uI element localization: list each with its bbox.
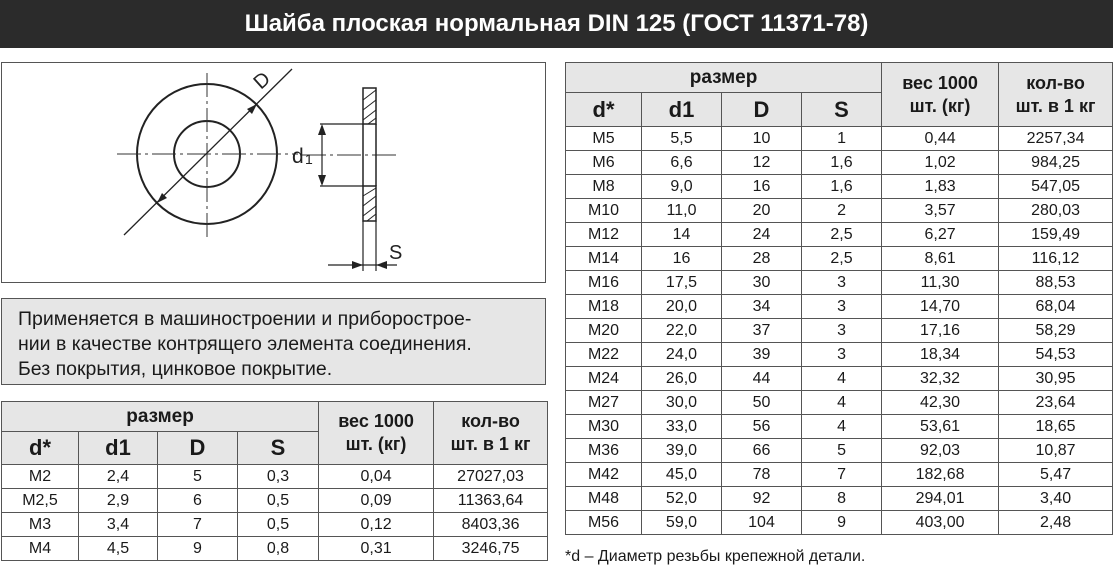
d1-label-sub: 1 [305, 151, 313, 167]
cell-d1: 59,0 [642, 511, 722, 535]
cell-d1: 33,0 [642, 415, 722, 439]
cell-d1: 24,0 [642, 343, 722, 367]
table-row [566, 271, 1113, 295]
table-row [566, 175, 1113, 199]
cell-count: 116,12 [999, 247, 1113, 271]
table-row [566, 223, 1113, 247]
cell-weight: 1,83 [882, 175, 999, 199]
cell-s: 3 [802, 343, 882, 367]
size-table-small-body [2, 465, 548, 561]
table-row [566, 199, 1113, 223]
cell-weight: 0,44 [882, 127, 999, 151]
header-weight-line1: вес 1000 [338, 411, 414, 431]
cell-count: 58,29 [999, 319, 1113, 343]
cell-s: 4 [802, 415, 882, 439]
header-s: S [238, 432, 319, 465]
cell-d: M8 [566, 175, 642, 199]
cell-weight: 182,68 [882, 463, 999, 487]
cell-count: 11363,64 [434, 489, 548, 513]
cell-d1: 2,4 [79, 465, 158, 489]
table-row [566, 367, 1113, 391]
table-row [566, 295, 1113, 319]
header-count-line1: кол-во [461, 411, 520, 431]
cell-D: 6 [158, 489, 238, 513]
cell-weight: 32,32 [882, 367, 999, 391]
cell-d: M3 [2, 513, 79, 537]
table-row [566, 391, 1113, 415]
cell-d1: 52,0 [642, 487, 722, 511]
title-text: Шайба плоская нормальная DIN 125 (ГОСТ 11371-78) [244, 10, 869, 37]
cell-d: M36 [566, 439, 642, 463]
cell-weight: 0,04 [319, 465, 434, 489]
header-count-line2: шт. в 1 кг [450, 434, 531, 454]
cell-D: 12 [722, 151, 802, 175]
table-row [566, 511, 1113, 535]
cell-s: 7 [802, 463, 882, 487]
cell-s: 1,6 [802, 175, 882, 199]
cell-s: 2 [802, 199, 882, 223]
size-table-large [565, 62, 1113, 535]
cell-d1: 9,0 [642, 175, 722, 199]
header-count-line1: кол-во [1026, 72, 1085, 93]
cell-D: 16 [722, 175, 802, 199]
description-line-2: нии в качестве контрящего элемента соединения. [18, 333, 472, 355]
cell-weight: 92,03 [882, 439, 999, 463]
table-row [566, 247, 1113, 271]
cell-d: M12 [566, 223, 642, 247]
cell-d: M2,5 [2, 489, 79, 513]
cell-s: 1,6 [802, 151, 882, 175]
cell-count: 3,40 [999, 487, 1113, 511]
description-box [1, 298, 546, 385]
header-d1: d1 [79, 432, 158, 465]
cell-D: 37 [722, 319, 802, 343]
cell-s: 3 [802, 295, 882, 319]
cell-weight: 1,02 [882, 151, 999, 175]
cell-d1: 20,0 [642, 295, 722, 319]
cell-d1: 45,0 [642, 463, 722, 487]
cell-count: 27027,03 [434, 465, 548, 489]
cell-d: M2 [2, 465, 79, 489]
header-size-group: размер [566, 63, 882, 93]
cell-s: 2,5 [802, 223, 882, 247]
table-row [566, 415, 1113, 439]
cell-d: M5 [566, 127, 642, 151]
cell-count: 2,48 [999, 511, 1113, 535]
cell-d: M20 [566, 319, 642, 343]
cell-s: 0,3 [238, 465, 319, 489]
cell-D: 20 [722, 199, 802, 223]
cell-D: 7 [158, 513, 238, 537]
cell-D: 78 [722, 463, 802, 487]
cell-count: 280,03 [999, 199, 1113, 223]
cell-d1: 6,6 [642, 151, 722, 175]
cell-weight: 0,31 [319, 537, 434, 561]
cell-d: M27 [566, 391, 642, 415]
header-count [434, 402, 548, 465]
cell-d: M48 [566, 487, 642, 511]
cell-count: 68,04 [999, 295, 1113, 319]
cell-count: 54,53 [999, 343, 1113, 367]
cell-count: 5,47 [999, 463, 1113, 487]
cell-s: 8 [802, 487, 882, 511]
header-weight [319, 402, 434, 465]
cell-s: 5 [802, 439, 882, 463]
cell-s: 0,8 [238, 537, 319, 561]
washer-drawing [1, 62, 546, 283]
cell-weight: 0,12 [319, 513, 434, 537]
cell-count: 159,49 [999, 223, 1113, 247]
cell-weight: 42,30 [882, 391, 999, 415]
cell-D: 66 [722, 439, 802, 463]
washer-drawing-svg [2, 63, 545, 282]
description-line-1: Применяется в машиностроении и приборострое- [18, 308, 472, 330]
cell-s: 3 [802, 271, 882, 295]
cell-count: 88,53 [999, 271, 1113, 295]
cell-s: 9 [802, 511, 882, 535]
table-row [566, 151, 1113, 175]
cell-D: 34 [722, 295, 802, 319]
cell-s: 1 [802, 127, 882, 151]
s-label: S [389, 242, 403, 264]
cell-weight: 3,57 [882, 199, 999, 223]
cell-d1: 4,5 [79, 537, 158, 561]
cell-D: 44 [722, 367, 802, 391]
d1-arrow-bottom [318, 175, 326, 186]
header-size-group: размер [2, 402, 319, 432]
description-line-3: Без покрытия, цинковое покрытие. [18, 358, 333, 380]
cell-D: 50 [722, 391, 802, 415]
diameter-leader-line [124, 69, 292, 235]
s-arrow-left [352, 261, 363, 269]
cell-d: M42 [566, 463, 642, 487]
cell-D: 56 [722, 415, 802, 439]
cell-d: M16 [566, 271, 642, 295]
header-count-line2: шт. в 1 кг [1015, 95, 1096, 116]
table-row [566, 343, 1113, 367]
cell-d1: 3,4 [79, 513, 158, 537]
header-d: d* [566, 93, 642, 127]
s-arrow-right [376, 261, 387, 269]
cell-d1: 14 [642, 223, 722, 247]
diameter-label: D [249, 67, 275, 94]
cell-s: 2,5 [802, 247, 882, 271]
cell-d1: 17,5 [642, 271, 722, 295]
cell-d1: 30,0 [642, 391, 722, 415]
cell-d: M56 [566, 511, 642, 535]
cell-s: 3 [802, 319, 882, 343]
cell-weight: 6,27 [882, 223, 999, 247]
cell-count: 3246,75 [434, 537, 548, 561]
cell-d1: 16 [642, 247, 722, 271]
cell-d1: 11,0 [642, 199, 722, 223]
cell-weight: 18,34 [882, 343, 999, 367]
cell-count: 547,05 [999, 175, 1113, 199]
cell-s: 4 [802, 367, 882, 391]
cell-weight: 403,00 [882, 511, 999, 535]
d1-label: d [292, 145, 304, 168]
cell-D: 30 [722, 271, 802, 295]
header-s: S [802, 93, 882, 127]
cell-d: M6 [566, 151, 642, 175]
table-row [2, 513, 548, 537]
cell-d: M18 [566, 295, 642, 319]
cell-D: 24 [722, 223, 802, 247]
cell-count: 984,25 [999, 151, 1113, 175]
cell-weight: 11,30 [882, 271, 999, 295]
table-row [2, 465, 548, 489]
header-weight-line2: шт. (кг) [345, 434, 407, 454]
cell-d: M10 [566, 199, 642, 223]
cell-d1: 26,0 [642, 367, 722, 391]
cell-D: 9 [158, 537, 238, 561]
page-title [0, 0, 1113, 48]
header-weight-line2: шт. (кг) [909, 95, 971, 116]
cell-d: M22 [566, 343, 642, 367]
header-d: d* [2, 432, 79, 465]
cell-d: M24 [566, 367, 642, 391]
cell-weight: 17,16 [882, 319, 999, 343]
cell-d: M30 [566, 415, 642, 439]
header-weight-line1: вес 1000 [902, 72, 978, 93]
header-weight [882, 63, 999, 127]
table-row [566, 319, 1113, 343]
cell-weight: 8,61 [882, 247, 999, 271]
cell-d: M14 [566, 247, 642, 271]
table-row [566, 463, 1113, 487]
cell-D: 28 [722, 247, 802, 271]
cell-s: 0,5 [238, 513, 319, 537]
footnote: *d – Диаметр резьбы крепежной детали. [565, 548, 866, 565]
cell-s: 0,5 [238, 489, 319, 513]
d1-arrow-top [318, 124, 326, 135]
cell-d1: 2,9 [79, 489, 158, 513]
cell-weight: 14,70 [882, 295, 999, 319]
cell-D: 92 [722, 487, 802, 511]
cell-count: 30,95 [999, 367, 1113, 391]
table-row [566, 127, 1113, 151]
cell-D: 5 [158, 465, 238, 489]
cell-D: 10 [722, 127, 802, 151]
cell-count: 8403,36 [434, 513, 548, 537]
cell-s: 4 [802, 391, 882, 415]
cell-weight: 294,01 [882, 487, 999, 511]
cell-count: 2257,34 [999, 127, 1113, 151]
table-row [566, 439, 1113, 463]
cell-count: 18,65 [999, 415, 1113, 439]
header-count [999, 63, 1113, 127]
size-table-small [1, 401, 548, 561]
cell-d1: 5,5 [642, 127, 722, 151]
header-D: D [722, 93, 802, 127]
cell-count: 10,87 [999, 439, 1113, 463]
cell-D: 104 [722, 511, 802, 535]
table-row [2, 537, 548, 561]
cell-d1: 22,0 [642, 319, 722, 343]
cell-weight: 0,09 [319, 489, 434, 513]
size-table-large-body [566, 127, 1113, 535]
cell-weight: 53,61 [882, 415, 999, 439]
header-d1: d1 [642, 93, 722, 127]
header-D: D [158, 432, 238, 465]
cell-d1: 39,0 [642, 439, 722, 463]
table-row [566, 487, 1113, 511]
cell-d: M4 [2, 537, 79, 561]
cell-count: 23,64 [999, 391, 1113, 415]
cell-D: 39 [722, 343, 802, 367]
table-row [2, 489, 548, 513]
